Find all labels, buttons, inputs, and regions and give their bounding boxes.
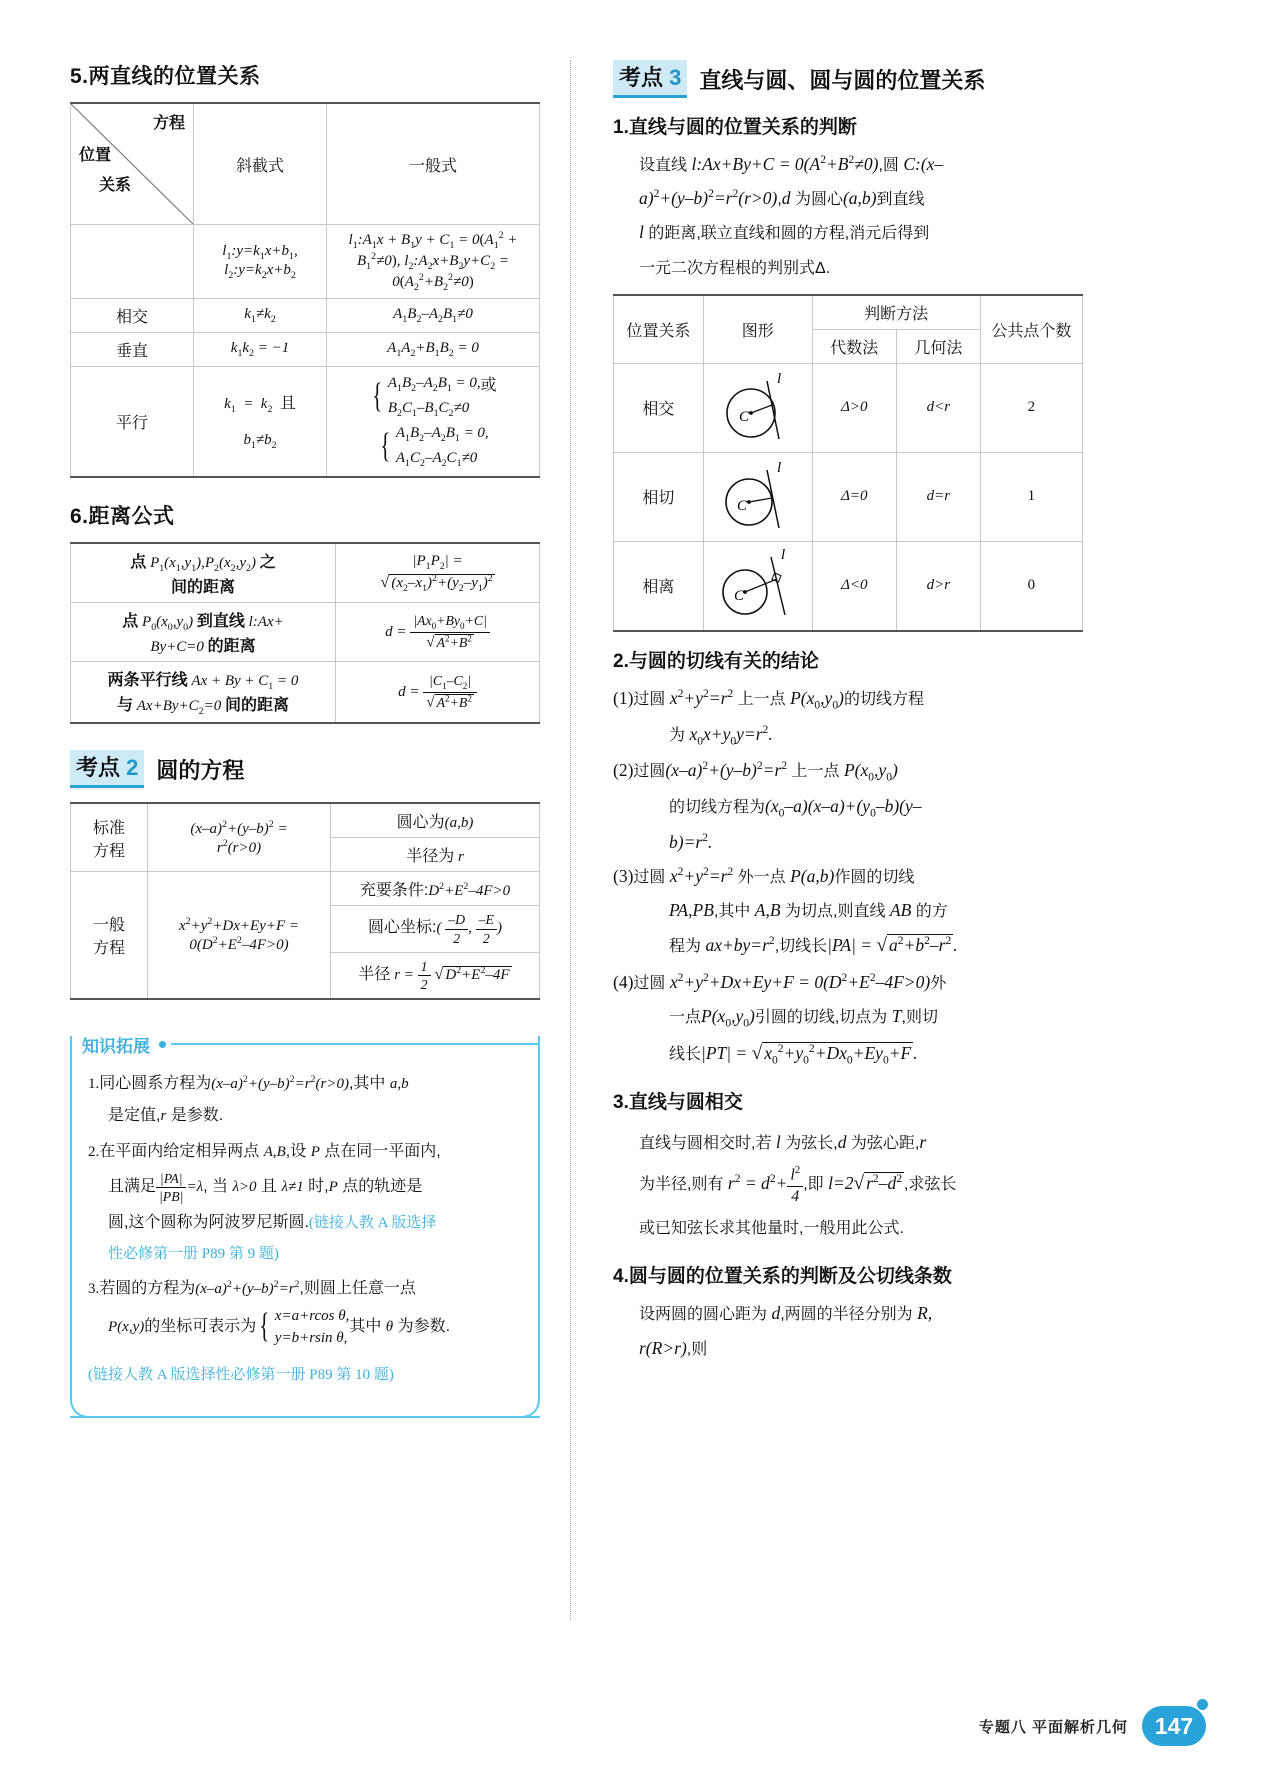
row-position-tangent: 相切	[614, 452, 704, 541]
distance-desc-parallel: 两条平行线 $Ax + By + C_1 = 0$ 与 $Ax+By+C_2=0$ 间的距离	[71, 662, 336, 724]
tangent-item-2-num: (2)	[613, 759, 634, 780]
gen-eq-label: 一般 方程	[71, 872, 148, 999]
line-separate-circle-icon	[715, 547, 801, 625]
distance-formula-parallel: d = $\frac{|C_1-C_2|}{√ A^2+B^2}$	[336, 662, 540, 724]
table-row	[71, 367, 540, 478]
cell-algebra-intersect: Δ>0	[812, 363, 896, 452]
bullet-dot-icon	[159, 1041, 166, 1048]
table-row	[71, 872, 540, 906]
line-circle-position-table	[613, 294, 1083, 632]
th-method: 判断方法	[812, 295, 980, 330]
cell-perp-slope: $k_1k_2 = -1$	[194, 333, 327, 367]
row-label-intersect: 相交	[71, 299, 194, 333]
corner-top-right: 方程	[152, 115, 185, 132]
kaodian-3-header	[613, 60, 1083, 98]
svg-text:l: l	[780, 546, 785, 563]
cell-intersect-general: $A_1B_2-A_2B_1\ne 0$	[327, 299, 540, 333]
right-section-3-para: 直线与圆相交时,若 l 为弦长,d 为弦心距,r 为半径,则有 $r^2 = d^2+$ $\frac{l^2}{4}$ ,即 l=2√ $r^2-d^2$ ,求弦长 或已知弦长求其他量时,一般用此公式.	[639, 1131, 957, 1237]
corner-bottom: 关系	[99, 177, 132, 194]
col-header-slope-intercept: 斜截式	[194, 103, 327, 225]
figure-tangent	[703, 452, 812, 541]
table-row	[71, 803, 540, 838]
cell-geometry-tangent: d=r	[897, 452, 981, 541]
tangent-item-2: (2)过圆$(x-a)^2+(y-b)^2=r^2$ 上一点 $P(x_0,y_0)$ 的切线方程为$(x_0-a)(x-a)+(y_0-b)(y-$ $b)=r^2$.	[613, 759, 922, 852]
corner-mid-left: 位置	[79, 147, 112, 164]
gen-eq-formula: $x^2+y^2+Dx+Ey+F$ = $0(D^2+E^2-4F>0)$	[148, 872, 331, 999]
line-position-table	[70, 102, 540, 478]
svg-text:C: C	[738, 408, 749, 425]
std-eq-label: 标准 方程	[71, 803, 148, 872]
knowledge-extension-box	[70, 1026, 540, 1417]
right-section-1-heading: 1.直线与圆的位置关系的判断	[613, 117, 857, 138]
kbox-item-2: 2.在平面内给定相异两点 A,B,设 P 点在同一平面内, 且满足 $\frac{|PA|}{|PB|}$ =λ, 当 λ>0 且 λ≠1 时,P 点的轨迹是 圆,这个圆称为阿波罗尼斯圆.(链接人教 A 版选择 性必修第一册 P89 第 9 题)	[88, 1136, 526, 1268]
cell-algebra-separate: Δ<0	[812, 541, 896, 631]
kaodian-2-header	[70, 750, 540, 788]
circle-equation-table	[70, 802, 540, 1000]
distance-formula-point-line: d = $\frac{|Ax_0+By_0+C|}{√ A^2+B^2}$	[336, 603, 540, 662]
cell-points-tangent: 1	[980, 452, 1082, 541]
diagonal-header-cell	[71, 103, 194, 225]
kbox-item-3: 3.若圆的方程为$(x-a)^2+(y-b)^2=r^2$,则圆上任意一点 P(x,y)的坐标可表示为 { x=a+rcos θ, y=b+rsin θ, 其中 θ 为参数.	[88, 1278, 451, 1347]
svg-text:l: l	[776, 459, 781, 476]
svg-text:C: C	[736, 497, 747, 514]
gen-eq-center: 圆心坐标:( $\frac{-D}{2}$ , $\frac{-E}{2}$ )	[331, 906, 540, 952]
right-section-4-para: 设两圆的圆心距为 d,两圆的半径分别为 R, r(R>r),则	[639, 1303, 933, 1358]
tangent-item-4: (4)过圆 $x^2+y^2+Dx+Ey+F = 0(D^2+E^2-4F>0)$外 一点$P(x_0,y_0)$引圆的切线,切点为 T,则切 线长|PT| = √ $x_0^2+y_0^2+Dx_0+Ey_0+F$ .	[613, 971, 947, 1067]
kaodian-2-title: 圆的方程	[156, 757, 245, 783]
th-geometry: 几何法	[897, 329, 981, 363]
section-5-heading: 5.两直线的位置关系	[70, 65, 261, 88]
figure-separate	[703, 541, 812, 631]
tangent-item-1-num: (1)	[613, 687, 634, 708]
cell-parallel-general: { $A_1B_2-A_2B_1 = 0$, $B_2C_1-B_1C_2\ne 0$ 或 { $A_1B_2-A_2B_1 = 0$, $A_1C_2-A_2C_1\ne 0$	[327, 367, 540, 478]
th-position: 位置关系	[614, 295, 704, 364]
cell-intersect-slope: $k_1\ne k_2$	[194, 299, 327, 333]
table-row	[614, 363, 1083, 452]
cell-algebra-tangent: Δ=0	[812, 452, 896, 541]
tangent-item-1: (1)过圆 $x^2+y^2=r^2$ 上一点 $P(x_0,y_0)$的切线方程 为 $x_0x+y_0y=r^2$.	[613, 687, 924, 748]
cell-general-forms: $l_1:A_1x + B_1y + C_1 = 0(A_1^2$ + $B_1^2\ne 0$), $l_2:A_2x+B_2y+C_2$ = $0(A_2^2+B_2^2\ne 0)$	[327, 225, 540, 299]
kbox-title: 知识拓展	[78, 1032, 154, 1057]
page-footer	[0, 1706, 1276, 1746]
kbox-item-1: 1.同心圆系方程为$(x-a)^2+(y-b)^2=r^2(r>0)$,其中 a,b 是定值,r 是参数.	[88, 1074, 409, 1125]
gen-eq-radius: 半径 r = $\frac{1}{2}$ √ $D^2+E^2-4F$	[331, 952, 540, 999]
th-figure: 图形	[703, 295, 812, 364]
kbox-item-1-num: 1.	[88, 1076, 100, 1093]
distance-desc-point-line: 点 $P_0(x_0,y_0)$ 到直线 l:Ax+ By+C=0 的距离	[71, 603, 336, 662]
table-row	[614, 541, 1083, 631]
cell-points-intersect: 2	[980, 363, 1082, 452]
footer-topic: 专题八 平面解析几何	[978, 1718, 1128, 1736]
table-row	[71, 225, 540, 299]
table-row	[71, 299, 540, 333]
distance-formula-points: $|P_1P_2|$ = √ $(x_2-x_1)^2+(y_2-y_1)^2$	[336, 543, 540, 603]
cell-geometry-separate: d>r	[897, 541, 981, 631]
kbox-link-1b: 性必修第一册 P89 第 9 题)	[108, 1245, 279, 1262]
cell-points-separate: 0	[980, 541, 1082, 631]
row-label-parallel: 平行	[71, 367, 194, 478]
tangent-item-3: (3)过圆 $x^2+y^2=r^2$ 外一点 P(a,b)作圆的切线 PA,PB,其中 A,B 为切点,则直线 AB 的方 程为 $ax+by=r^2$,切线长|PA| = √ $a^2+b^2-r^2$ .	[613, 865, 958, 957]
two-column-layout	[70, 60, 1206, 1620]
distance-formula-table	[70, 542, 540, 724]
kbox-link-1: (链接人教 A 版选择	[308, 1214, 437, 1231]
kbox-link-2: (链接人教 A 版选择性必修第一册 P89 第 10 题)	[88, 1366, 394, 1383]
th-algebra: 代数法	[812, 329, 896, 363]
right-section-2-heading: 2.与圆的切线有关的结论	[613, 650, 819, 672]
std-eq-radius: 半径为 r	[331, 838, 540, 872]
kbox-content	[70, 1056, 540, 1397]
kbox-header	[78, 1032, 540, 1056]
kaodian-3-title: 直线与圆、圆与圆的位置关系	[699, 67, 986, 93]
section-6-heading: 6.距离公式	[70, 505, 175, 529]
table-row	[71, 543, 540, 603]
distance-desc-points: 点 $P_1(x_1,y_1),P_2(x_2,y_2)$ 之 间的距离	[71, 543, 336, 603]
kbox-rule	[171, 1043, 540, 1045]
line-secant-circle-icon	[715, 369, 801, 447]
right-section-3-heading: 3.直线与圆相交	[613, 1091, 743, 1113]
kbox-item-2-num: 2.	[88, 1144, 100, 1161]
svg-text:l: l	[776, 370, 781, 387]
cell-slope-intercept-forms: $l_1:y=k_1x+b_1$, $l_2:y=k_2x+b_2$	[194, 225, 327, 299]
kbox-item-3-num: 3.	[88, 1280, 100, 1297]
right-section-1-para: 设直线 l:Ax+By+C = $0(A^2+B^2\ne 0)$,圆 C:(x– $a)^2+(y-b)^2=r^2(r>0),d$ 为圆心(a,b)到直线 l 的距离,联立直线和圆的方程,消元后得到 一元二次方程根的判别式Δ.	[639, 154, 944, 277]
or-word: 或	[480, 377, 497, 394]
tangent-item-4-num: (4)	[613, 971, 634, 992]
row-position-intersect: 相交	[614, 363, 704, 452]
table-row	[71, 662, 540, 724]
right-column	[570, 60, 1083, 1620]
table-row	[614, 295, 1083, 330]
col-header-general: 一般式	[327, 103, 540, 225]
svg-text:C: C	[733, 587, 744, 604]
table-row	[71, 333, 540, 367]
table-row	[614, 452, 1083, 541]
line-tangent-circle-icon	[715, 458, 801, 536]
right-section-4-heading: 4.圆与圆的位置关系的判断及公切线条数	[613, 1266, 952, 1288]
table-row	[71, 603, 540, 662]
kaodian-2-tag: 考点 2	[70, 750, 144, 788]
figure-secant	[703, 363, 812, 452]
row-label-blank	[71, 225, 194, 299]
cell-geometry-intersect: d<r	[897, 363, 981, 452]
cell-perp-general: $A_1A_2+B_1B_2 = 0$	[327, 333, 540, 367]
left-column	[70, 60, 570, 1620]
page-number-badge: 147	[1142, 1706, 1206, 1746]
tangent-item-3-num: (3)	[613, 865, 634, 886]
table-row	[71, 103, 540, 225]
th-points: 公共点个数	[980, 295, 1082, 364]
gen-eq-condition: 充要条件$:D^2+E^2-4F>0$	[331, 872, 540, 906]
row-label-perpendicular: 垂直	[71, 333, 194, 367]
kaodian-3-tag: 考点 3	[613, 60, 687, 98]
std-eq-formula: $(x-a)^2+(y-b)^2$ = $r^2(r>0)$	[148, 803, 331, 872]
cell-parallel-slope: $k_1 = k_2$ 且 $b_1\ne b_2$	[194, 367, 327, 478]
row-position-separate: 相离	[614, 541, 704, 631]
std-eq-center: 圆心为(a,b)	[331, 803, 540, 838]
